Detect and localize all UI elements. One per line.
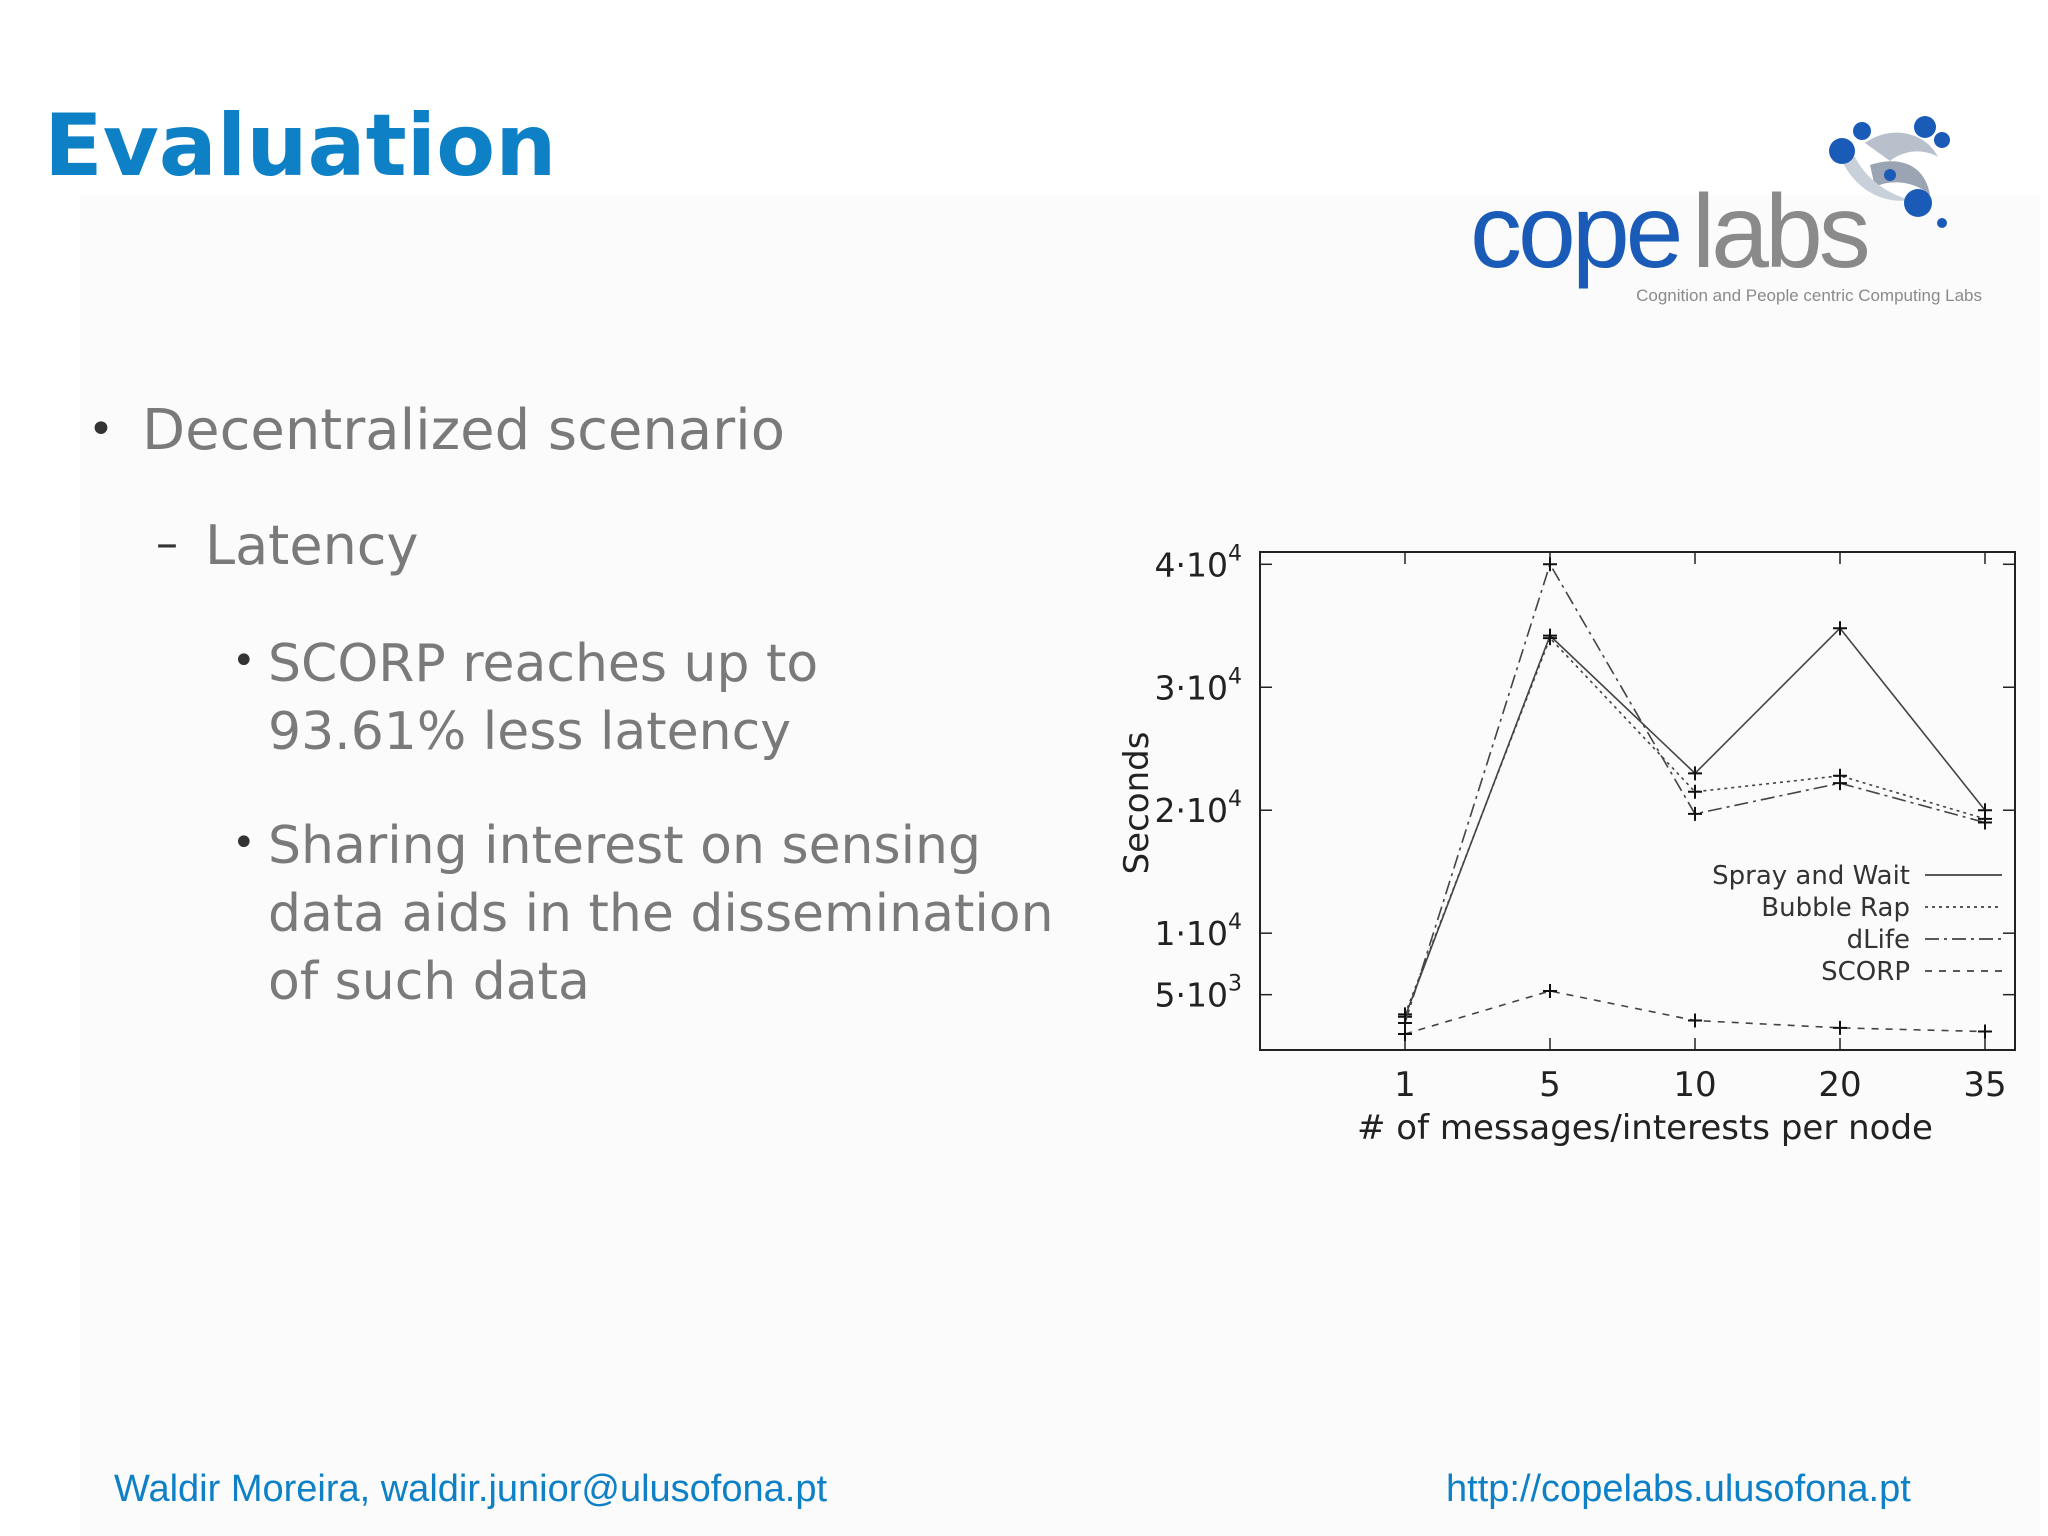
data-point (1688, 807, 1702, 821)
bullet-line: SCORP reaches up to (268, 634, 819, 694)
bullet-line: of such data (268, 952, 590, 1012)
dash-icon: – (156, 518, 178, 569)
bullet-line: 93.61% less latency (268, 702, 791, 762)
latency-chart (1100, 530, 2040, 1170)
logo-tagline: Cognition and People centric Computing Labs (1636, 286, 1982, 305)
bullet-line: data aids in the dissemination (268, 884, 1054, 944)
bullet-icon: • (232, 820, 256, 866)
x-axis-label: # of messages/interests per node (1357, 1108, 1933, 1148)
bullet-level3-2 (268, 812, 1054, 1016)
data-point (1688, 1013, 1702, 1027)
footer-url[interactable]: http://copelabs.ulusofona.pt (1446, 1468, 1911, 1510)
x-tick-label: 5 (1539, 1065, 1561, 1105)
data-point (1833, 776, 1847, 790)
data-point (1978, 1025, 1992, 1039)
y-tick-label: $3\cdot 10^4$ (1154, 664, 1242, 708)
logo-text-labs: labs (1692, 174, 1867, 290)
data-point (1398, 1027, 1412, 1041)
logo-text-cope: cope (1470, 174, 1680, 290)
series-line-scorp (1405, 991, 1985, 1034)
data-point (1543, 557, 1557, 571)
x-tick-label: 10 (1673, 1065, 1717, 1105)
data-point (1688, 785, 1702, 799)
y-axis-label: Seconds (1117, 731, 1157, 875)
legend-label: Spray and Wait (1712, 861, 1910, 891)
legend-label: SCORP (1821, 957, 1910, 987)
slide-title: Evaluation (44, 96, 557, 196)
y-tick-label: $2\cdot 10^4$ (1154, 787, 1242, 831)
x-tick-label: 35 (1963, 1065, 2007, 1105)
data-point (1543, 984, 1557, 998)
legend-label: dLife (1846, 925, 1910, 955)
bullet-icon: • (232, 638, 256, 684)
bullet-level2: Latency (205, 514, 419, 577)
data-point (1978, 816, 1992, 830)
x-tick-label: 1 (1394, 1065, 1416, 1105)
data-point (1833, 1021, 1847, 1035)
bullet-level1: Decentralized scenario (142, 398, 785, 463)
y-tick-label: $4\cdot 10^4$ (1154, 541, 1242, 585)
y-tick-label: $5\cdot 10^3$ (1154, 971, 1242, 1015)
legend-label: Bubble Rap (1761, 893, 1910, 923)
bullet-level3-1 (268, 630, 818, 766)
footer-author: Waldir Moreira, waldir.junior@ulusofona.pt (114, 1468, 828, 1510)
bullet-icon: • (88, 404, 114, 455)
bullet-line: Sharing interest on sensing (268, 816, 982, 876)
x-tick-label: 20 (1818, 1065, 1862, 1105)
data-point (1543, 631, 1557, 645)
y-tick-label: $1\cdot 10^4$ (1154, 910, 1242, 954)
copelabs-logo (1470, 105, 1990, 315)
